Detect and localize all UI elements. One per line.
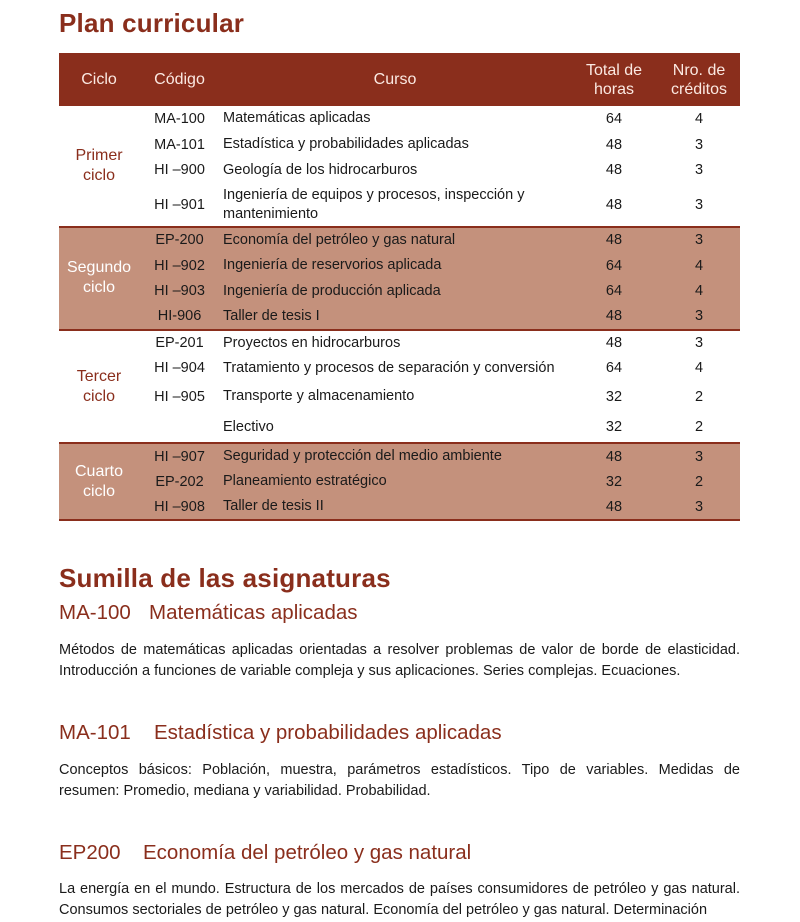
course-code: HI –900 [154, 162, 205, 179]
ciclo-label: Segundo ciclo [59, 227, 139, 330]
course-name: Taller de tesis II [220, 495, 570, 521]
course-code: EP-202 [139, 469, 220, 495]
course-hours: 48 [605, 196, 623, 213]
course-name: Economía del petróleo y gas natural [220, 227, 570, 253]
course-code: HI –905 [154, 388, 205, 405]
course-credits: 4 [694, 110, 704, 127]
course-code: HI –904 [154, 360, 205, 377]
course-hours: 32 [605, 388, 623, 405]
group-cuarto-ciclo [59, 443, 740, 520]
course-credits: 3 [658, 495, 740, 521]
table-row [59, 183, 740, 227]
table-row [59, 495, 740, 521]
table-row [59, 227, 740, 253]
course-heading-ep200 [59, 841, 471, 865]
course-code: EP-200 [139, 227, 220, 253]
course-hours: 48 [605, 335, 623, 352]
course-summary-ep200: La energía en el mundo. Estructura de los mercados de países consumidores de petróleo y gas natural. Consumos sectoriales de petróleo y gas natural. Economía del petróleo y gas natural. Determinación [59, 881, 740, 918]
table-header-row [59, 53, 740, 106]
course-credits: 3 [658, 443, 740, 469]
course-name: Ingeniería de equipos y procesos, inspección y mantenimiento [223, 186, 525, 222]
course-credits: 4 [658, 253, 740, 279]
course-credits: 3 [694, 335, 704, 352]
course-credits: 2 [658, 469, 740, 495]
course-hours: 48 [570, 227, 658, 253]
course-code: HI –901 [154, 196, 205, 213]
plan-curricular-title: Plan curricular [59, 8, 245, 38]
course-hours: 64 [605, 360, 623, 377]
header-horas: Total de horas [570, 53, 658, 106]
course-name: Estadística y probabilidades aplicadas [223, 136, 469, 153]
course-credits: 2 [694, 388, 704, 405]
course-credits: 3 [694, 136, 704, 153]
table-row [59, 381, 740, 412]
course-name: Ingeniería de producción aplicada [220, 278, 570, 304]
course-hours: 48 [605, 162, 623, 179]
course-code: MA-100 [154, 110, 205, 127]
course-credits: 2 [694, 419, 704, 436]
course-hours: 48 [570, 304, 658, 330]
course-credits: 3 [658, 304, 740, 330]
header-codigo: Código [139, 53, 220, 106]
course-hours: 48 [605, 136, 623, 153]
course-hours: 32 [605, 419, 623, 436]
course-name: Planeamiento estratégico [220, 469, 570, 495]
table-row [59, 469, 740, 495]
course-name: Electivo [223, 418, 274, 435]
course-hours: 32 [570, 469, 658, 495]
header-creditos: Nro. de créditos [658, 53, 740, 106]
course-credits: 4 [694, 360, 704, 377]
course-name: Seguridad y protección del medio ambiente [220, 443, 570, 469]
course-name: Transporte y almacenamiento [223, 388, 415, 405]
table-row [59, 157, 740, 183]
table-row [59, 253, 740, 279]
ciclo-label: Cuarto ciclo [59, 443, 139, 520]
course-code: HI-906 [139, 304, 220, 330]
course-code [139, 412, 220, 443]
table-row [59, 412, 740, 443]
table-row [59, 106, 740, 132]
course-name: Ingeniería de reservorios aplicada [220, 253, 570, 279]
course-hours: 48 [570, 495, 658, 521]
group-tercer-ciclo [59, 330, 740, 443]
table-row [59, 356, 740, 382]
course-hours: 64 [605, 110, 623, 127]
course-code: HI –908 [139, 495, 220, 521]
course-hours: 64 [570, 278, 658, 304]
course-heading-name: Economía del petróleo y gas natural [143, 841, 472, 864]
course-credits: 4 [658, 278, 740, 304]
header-ciclo: Ciclo [59, 53, 139, 106]
course-code: EP-201 [155, 335, 204, 352]
course-name: Tratamiento y procesos de separación y conversión [223, 359, 555, 376]
course-heading-ma100 [59, 601, 358, 625]
course-name: Geología de los hidrocarburos [223, 161, 418, 178]
course-heading-code: MA-101 [59, 721, 131, 744]
course-code: HI –902 [139, 253, 220, 279]
ciclo-label: Tercer ciclo [76, 367, 122, 405]
course-name: Matemáticas aplicadas [223, 110, 371, 127]
course-heading-code: EP200 [59, 841, 121, 864]
course-name: Taller de tesis I [220, 304, 570, 330]
course-code: HI –903 [139, 278, 220, 304]
ciclo-label: Primer ciclo [75, 147, 123, 185]
group-primer-ciclo [59, 106, 740, 227]
course-code: MA-101 [154, 136, 205, 153]
course-hours: 64 [570, 253, 658, 279]
course-credits: 3 [694, 196, 704, 213]
course-heading-code: MA-100 [59, 601, 131, 624]
sumilla-title: Sumilla de las asignaturas [59, 563, 391, 593]
course-summary-ma101: Conceptos básicos: Población, muestra, parámetros estadísticos. Tipo de variables. Medidas de resumen: Promedio, mediana y variabilidad. Probabilidad. [59, 762, 740, 799]
table-row [59, 304, 740, 330]
plan-curricular-table [59, 53, 740, 521]
course-heading-ma101 [59, 721, 502, 745]
course-heading-name: Matemáticas aplicadas [149, 601, 358, 624]
table-row [59, 278, 740, 304]
course-credits: 3 [694, 162, 704, 179]
table-row [59, 443, 740, 469]
group-segundo-ciclo [59, 227, 740, 330]
course-credits: 3 [658, 227, 740, 253]
course-summary-ma100: Métodos de matemáticas aplicadas orientadas a resolver problemas de valor de borde de elasticidad. Introducción a funciones de variable compleja y sus aplicaciones. Series complejas. Ecuaciones. [59, 642, 740, 679]
course-hours: 48 [570, 443, 658, 469]
course-heading-name: Estadística y probabilidades aplicadas [154, 721, 502, 744]
course-code: HI –907 [139, 443, 220, 469]
table-row [59, 330, 740, 356]
table-row [59, 132, 740, 158]
header-curso: Curso [220, 53, 570, 106]
course-name: Proyectos en hidrocarburos [223, 334, 401, 351]
